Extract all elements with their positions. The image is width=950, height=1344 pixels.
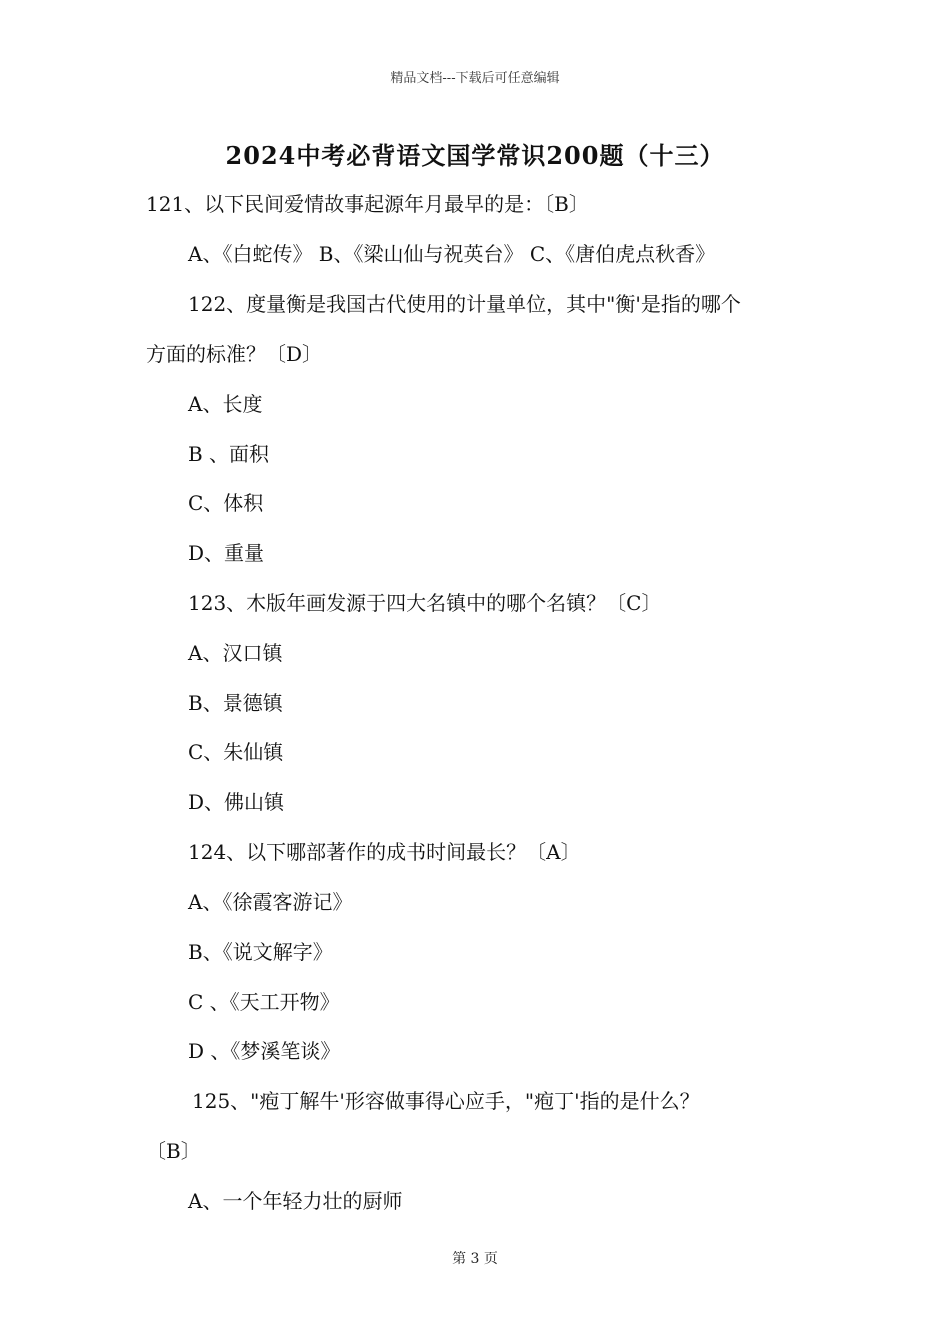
question-123: 123、木版年画发源于四大名镇中的哪个名镇？〔C〕 xyxy=(188,591,662,615)
question-122: 122、度量衡是我国古代使用的计量单位，其中"衡'是指的哪个 xyxy=(188,292,741,316)
option-c: C 、《天工开物》 xyxy=(188,990,340,1014)
option-a: A、一个年轻力壮的厨师 xyxy=(188,1189,403,1213)
question-122-cont: 方面的标准？〔D〕 xyxy=(146,342,323,366)
option-c: C、朱仙镇 xyxy=(188,740,284,764)
option-b: B、《说文解字》 xyxy=(188,940,333,964)
question-125: 125、"疱丁解牛'形容做事得心应手，"疱丁'指的是什么？ xyxy=(192,1089,700,1113)
document-title: 2024中考必背语文国学常识200题（十三） xyxy=(225,141,725,170)
option-a: A、《徐霞客游记》 xyxy=(188,890,353,914)
question-125-cont: 〔B〕 xyxy=(146,1139,201,1163)
question-121-options: A、《白蛇传》 B、《梁山仙与祝英台》 C、《唐伯虎点秋香》 xyxy=(188,242,716,266)
page-header: 精品文档---下载后可任意编辑 xyxy=(390,71,560,86)
question-124: 124、以下哪部著作的成书时间最长？〔A〕 xyxy=(188,840,581,864)
option-b: B 、面积 xyxy=(188,442,270,466)
option-a: A、长度 xyxy=(188,392,263,416)
option-d: D、重量 xyxy=(188,541,265,565)
option-b: B、景德镇 xyxy=(188,691,283,715)
option-d: D、佛山镇 xyxy=(188,790,285,814)
option-a: A、汉口镇 xyxy=(188,641,283,665)
question-121: 121、以下民间爱情故事起源年月最早的是：〔B〕 xyxy=(146,192,589,216)
option-d: D 、《梦溪笔谈》 xyxy=(188,1039,341,1063)
option-c: C、体积 xyxy=(188,491,264,515)
page-number: 第 3 页 xyxy=(452,1251,498,1267)
